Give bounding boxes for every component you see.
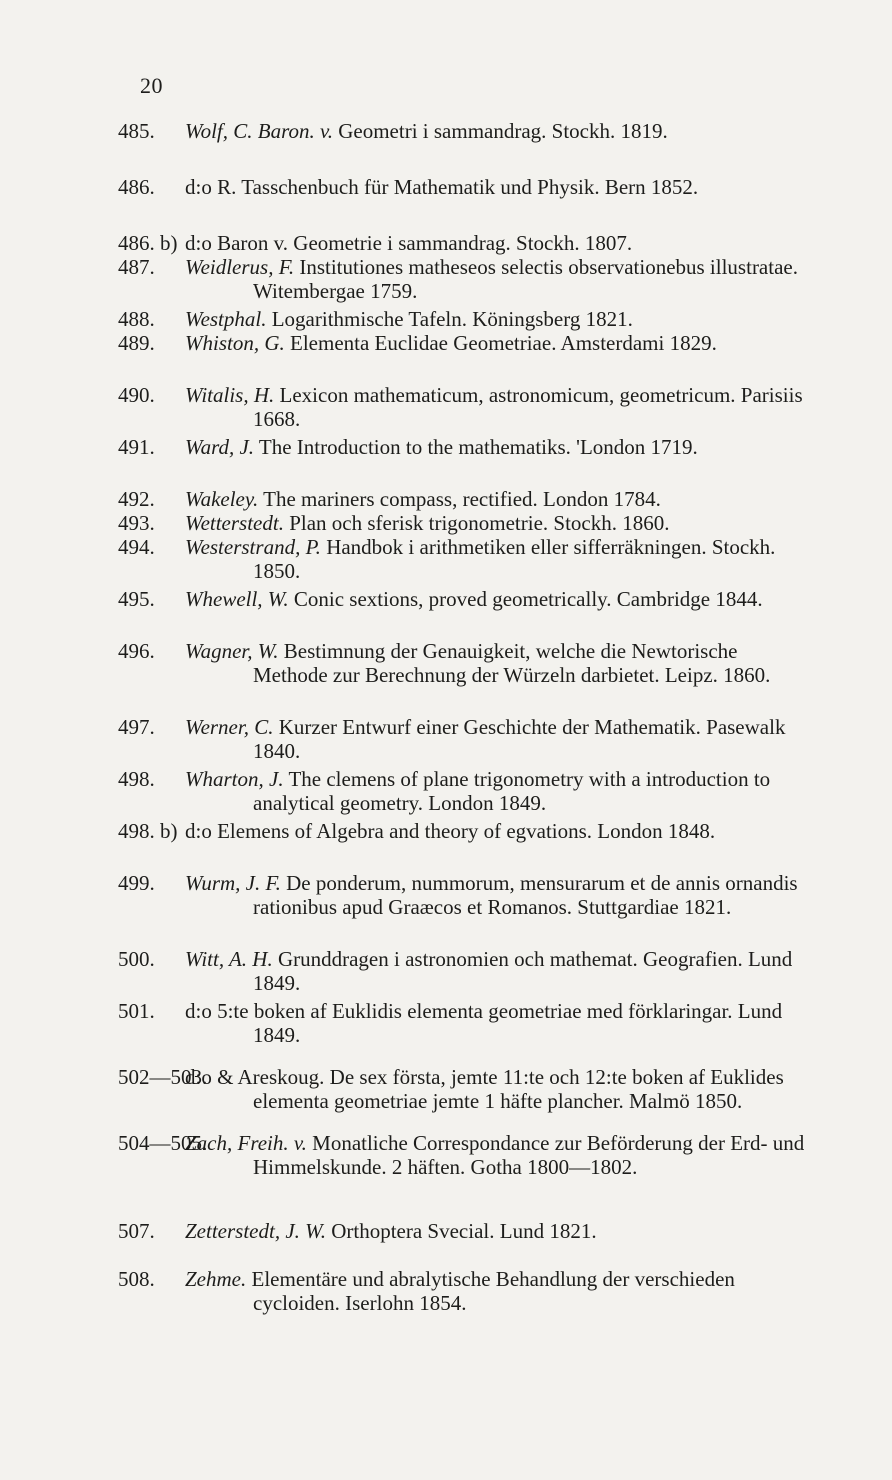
- entry-author: Ward, J.: [185, 435, 255, 459]
- catalogue-entry: [118, 640, 808, 687]
- page-number: 20: [140, 73, 163, 98]
- entry-text: Elementäre und abralytische Behandlung der verschieden cycloiden. Iserlohn 1854.: [246, 1267, 735, 1315]
- entry-author: Westerstrand, P.: [185, 535, 321, 559]
- entry-author: Werner, C.: [185, 715, 274, 739]
- entry-number: 487.: [118, 255, 155, 279]
- entry-text: Bestimnung der Genauigkeit, welche die Newtorische Methode zur Berechnung der Würzeln darbietet. Leipz. 1860.: [253, 639, 771, 687]
- catalogue-entry: [118, 332, 808, 356]
- entry-text: Logarithmische Tafeln. Köningsberg 1821.: [266, 307, 633, 331]
- entry-body: [118, 1268, 808, 1315]
- entry-number: 494.: [118, 535, 155, 559]
- entry-text: Kurzer Entwurf einer Geschichte der Mathematik. Pasewalk 1840.: [253, 715, 786, 763]
- entry-body: [118, 176, 808, 200]
- entry-author: Witt, A. H.: [185, 947, 273, 971]
- entry-body: [118, 332, 808, 356]
- catalogue-entry: [118, 1268, 808, 1315]
- entry-number: 501.: [118, 999, 155, 1023]
- entry-author: Whewell, W.: [185, 587, 289, 611]
- entry-number: 500.: [118, 947, 155, 971]
- catalogue-entry: [118, 1000, 808, 1047]
- catalogue-entry: [118, 1132, 808, 1179]
- catalogue-entry: [118, 872, 808, 919]
- catalogue-entry: [118, 176, 808, 200]
- entry-number: 498.: [118, 767, 155, 791]
- entry-number: 497.: [118, 715, 155, 739]
- entry-number: 488.: [118, 307, 155, 331]
- entry-author: Westphal.: [185, 307, 267, 331]
- entry-number: 491.: [118, 435, 155, 459]
- entry-body: [118, 436, 808, 460]
- catalogue-entry: [118, 768, 808, 815]
- entry-body: [118, 308, 808, 332]
- entry-text: d:o Elemens of Algebra and theory of egvations. London 1848.: [185, 819, 716, 843]
- entry-number: 486.: [118, 175, 155, 199]
- entry-body: [118, 232, 808, 256]
- entry-text: The Introduction to the mathematiks. 'London 1719.: [254, 435, 698, 459]
- entry-body: [118, 768, 808, 815]
- entry-body: [118, 536, 808, 583]
- entry-author: Weidlerus, F.: [185, 255, 295, 279]
- entry-number: 492.: [118, 487, 155, 511]
- entry-text: d:o & Areskoug. De sex första, jemte 11:te och 12:te boken af Euklides elementa geometriae jemte 1 häfte plancher. Malmö 1850.: [185, 1065, 784, 1113]
- entry-author: Whiston, G.: [185, 331, 285, 355]
- entry-body: [118, 716, 808, 763]
- entry-text: Handbok i arithmetiken eller sifferräkningen. Stockh. 1850.: [253, 535, 776, 583]
- entry-text: Plan och sferisk trigonometrie. Stockh. 1860.: [283, 511, 670, 535]
- entry-number: 498. b): [118, 819, 178, 843]
- catalogue-entry: [118, 1066, 808, 1113]
- entry-number: 508.: [118, 1267, 155, 1291]
- entry-text: Geometri i sammandrag. Stockh. 1819.: [332, 119, 668, 143]
- entry-author: Wagner, W.: [185, 639, 279, 663]
- catalogue-entry: [118, 536, 808, 583]
- entry-body: [118, 1220, 808, 1244]
- catalogue-entry: [118, 512, 808, 536]
- entry-body: [118, 948, 808, 995]
- entry-text: Conic sextions, proved geometrically. Cambridge 1844.: [288, 587, 763, 611]
- entry-number: 489.: [118, 331, 155, 355]
- entry-number: 490.: [118, 383, 155, 407]
- entry-body: [118, 588, 808, 612]
- entry-text: Grunddragen i astronomien och mathemat. Geografien. Lund 1849.: [253, 947, 793, 995]
- entry-author: Wetterstedt.: [185, 511, 284, 535]
- catalogue-entry: [118, 488, 808, 512]
- entry-number: 502—503.: [118, 1065, 208, 1089]
- entry-body: [118, 384, 808, 431]
- entry-body: [118, 1000, 808, 1047]
- entry-text: De ponderum, nummorum, mensurarum et de annis ornandis rationibus apud Graæcos et Romanos. Stuttgardiae 1821.: [253, 871, 798, 919]
- entry-body: [118, 640, 808, 687]
- entry-author: Zetterstedt, J. W.: [185, 1219, 326, 1243]
- entry-text: Monatliche Correspondance zur Beförderung der Erd- und Himmelskunde. 2 häften. Gotha 1800—1802.: [253, 1131, 805, 1179]
- catalogue-entry: [118, 308, 808, 332]
- catalogue-entry: [118, 256, 808, 303]
- entry-author: Wharton, J.: [185, 767, 284, 791]
- entry-number: 507.: [118, 1219, 155, 1243]
- entry-text: The clemens of plane trigonometry with a introduction to analytical geometry. London 1849.: [253, 767, 771, 815]
- catalogue-entry: [118, 1220, 808, 1244]
- entry-text: Orthoptera Svecial. Lund 1821.: [325, 1219, 597, 1243]
- catalogue-entry: [118, 948, 808, 995]
- entry-text: Institutiones matheseos selectis observationebus illustratae. Witembergae 1759.: [253, 255, 798, 303]
- catalogue-entry: [118, 232, 808, 256]
- entry-text: Lexicon mathematicum, astronomicum, geometricum. Parisiis 1668.: [253, 383, 803, 431]
- catalogue-entry: [118, 716, 808, 763]
- entry-number: 486. b): [118, 231, 178, 255]
- entry-author: Wolf, C. Baron. v.: [185, 119, 333, 143]
- entry-body: [118, 1132, 808, 1179]
- catalogue-entry: [118, 436, 808, 460]
- entry-author: Witalis, H.: [185, 383, 275, 407]
- entry-author: Zach, Freih. v.: [185, 1131, 307, 1155]
- entry-author: Wurm, J. F.: [185, 871, 281, 895]
- entry-body: [118, 872, 808, 919]
- entry-body: [118, 120, 808, 144]
- entry-body: [118, 256, 808, 303]
- entry-text: d:o 5:te boken af Euklidis elementa geometriae med förklaringar. Lund 1849.: [185, 999, 783, 1047]
- entry-text: Elementa Euclidae Geometriae. Amsterdami 1829.: [284, 331, 717, 355]
- catalogue-entry: [118, 120, 808, 144]
- entry-body: [118, 820, 808, 844]
- entry-text: d:o R. Tasschenbuch für Mathematik und Physik. Bern 1852.: [185, 175, 699, 199]
- entry-number: 504—505.: [118, 1131, 208, 1155]
- entry-author: Zehme.: [185, 1267, 247, 1291]
- entry-body: [118, 512, 808, 536]
- catalogue-entry: [118, 588, 808, 612]
- entry-number: 485.: [118, 119, 155, 143]
- entry-number: 499.: [118, 871, 155, 895]
- entry-text: d:o Baron v. Geometrie i sammandrag. Stockh. 1807.: [185, 231, 633, 255]
- entry-number: 493.: [118, 511, 155, 535]
- catalogue-entry: [118, 384, 808, 431]
- catalogue-entry: [118, 820, 808, 844]
- entry-body: [118, 1066, 808, 1113]
- entry-number: 495.: [118, 587, 155, 611]
- entry-body: [118, 488, 808, 512]
- entry-text: The mariners compass, rectified. London 1784.: [258, 487, 661, 511]
- entry-number: 496.: [118, 639, 155, 663]
- entry-author: Wakeley.: [185, 487, 259, 511]
